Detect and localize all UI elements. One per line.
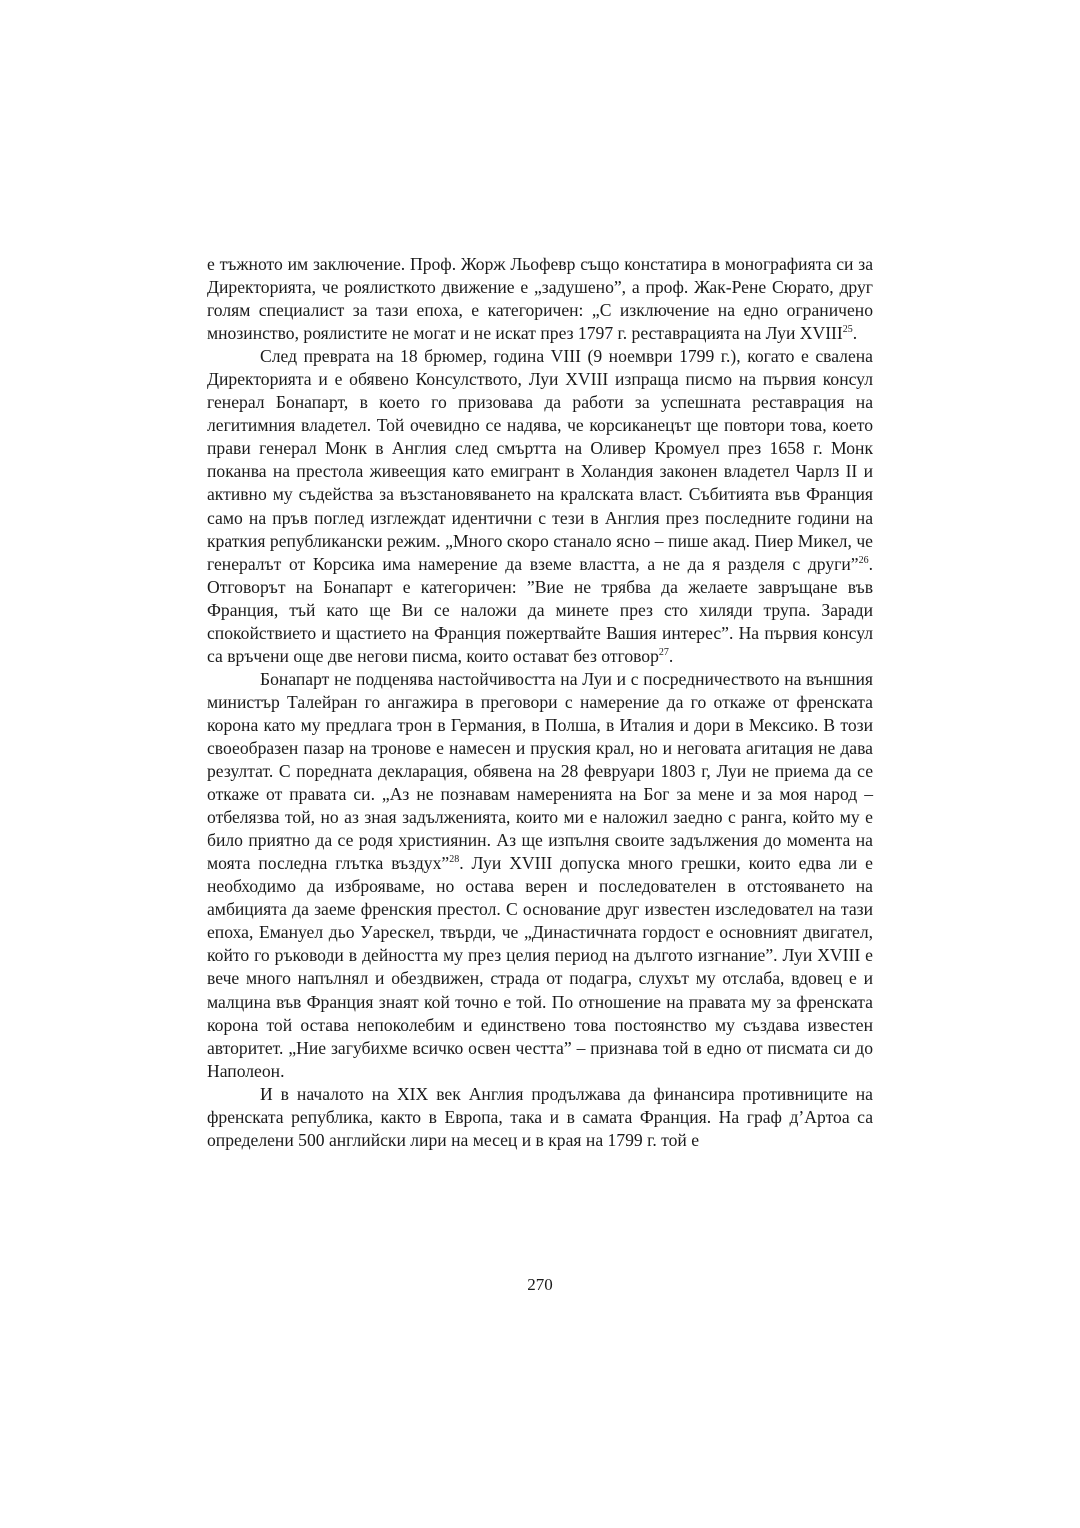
paragraph-text: . [852, 323, 858, 344]
main-text [207, 253, 873, 1152]
paragraph-text: . Отговорът на Бонапарт е категоричен: ”Вие не трябва да желаете завръщане във Франция, тъй като ще Ви се наложи да минете през сто хиляди трупа. Заради спокойствието и щастието на Франция пожертвайте Вашия интерес”. На първия консул са връчени още две негови писма, които остават без отговор [207, 553, 873, 666]
paragraph-3 [207, 668, 873, 1083]
footnote-ref-26: 26 [858, 554, 869, 566]
paragraph-text: След преврата на 18 брюмер, година VIII (9 ноември 1799 г.), когато е свалена Директорията и е обявено Консулството, Луи XVIII изпраща писмо на първия консул генерал Бонапарт, в което го призовава да работи за успешната реставрация на легитимния владетел. Той очевидно се надява, че корсиканецът ще повтори това, което прави генерал Монк в Англия след смъртта на Оливер Кромуел през 1658 г. Монк поканва на престола живеещия като емигрант в Холандия законен владетел Чарлз II и активно му съдейства за възстановяването на кралската власт. Събитията във Франция само на пръв поглед изглеждат идентични с тези в Англия през последните години на краткия републикански режим. „Много скоро станало ясно – пише акад. Пиер Микел, че генералът от Корсика има намерение да вземе властта, а не да я разделя с други” [207, 346, 873, 574]
paragraph-text: И в началото на XIX век Англия продължава да финансира противниците на френската република, както в Европа, така и в самата Франция. На граф д’Артоа са определени 500 английски лири на месец и в края на 1799 г. той е [207, 1083, 873, 1150]
paragraph-1 [207, 253, 873, 345]
page-number: 270 [527, 1275, 553, 1294]
paragraph-4 [207, 1083, 873, 1152]
paragraph-text: . [668, 645, 674, 666]
paragraph-2 [207, 345, 873, 668]
paragraph-text: Бонапарт не подценява настойчивостта на Луи и с посредничеството на външния министър Талейран го ангажира в преговори с намерение да го откаже от френската корона като му предлага трон в Германия, в Полша, в Италия и дори в Мексико. В този своеобразен пазар на тронове е намесен и пруския крал, но и неговата агитация не дава резултат. С поредната декларация, обявена на 28 февруари 1803 г, Луи не приема да се откаже от правата си. „Аз не познавам намеренията на Бог за мене и за моя народ – отбелязва той, но аз зная задълженията, които ми е наложил заедно с ранга, който му е било приятно да се родя християнин. Аз ще изпълня своите задължения до момента на моята последна глътка въздух” [207, 668, 873, 874]
paragraph-text: . Луи XVIII допуска много грешки, които едва ли е необходимо да изброяваме, но остава верен и последователен в отстояването на амбицията да заеме френския престол. С основание друг известен изследовател на тази епоха, Емануел дьо Уарескел, твърди, че „Династичната гордост е основният двигател, който го ръководи в дейността му през целия период на дългото изгнание”. Луи XVIII е вече много напълнял и обездвижен, страда от подагра, слухът му отслаба, вдовец е и малцина във Франция знаят кой точно е той. По отношение на правата му за френската корона той остава непоколебим и единствено това постоянство му създава известен авторитет. „Ние загубихме всичко освен честта” – признава той в едно от писмата си до Наполеон. [207, 853, 873, 1081]
footnote-ref-27: 27 [658, 646, 669, 658]
paragraph-text: е тъжното им заключение. Проф. Жорж Льофевр също констатира в монографията си за Директорията, че роялисткото движение е „задушено”, а проф. Жак-Рене Сюрато, друг голям специалист за тази епоха, е категоричен: „С изключение на едно ограничено мнозинство, роялистите не могат и не искат през 1797 г. реставрацията на Луи XVIII [207, 254, 873, 344]
footnote-ref-25: 25 [842, 324, 853, 336]
footnote-ref-28: 28 [449, 854, 460, 866]
